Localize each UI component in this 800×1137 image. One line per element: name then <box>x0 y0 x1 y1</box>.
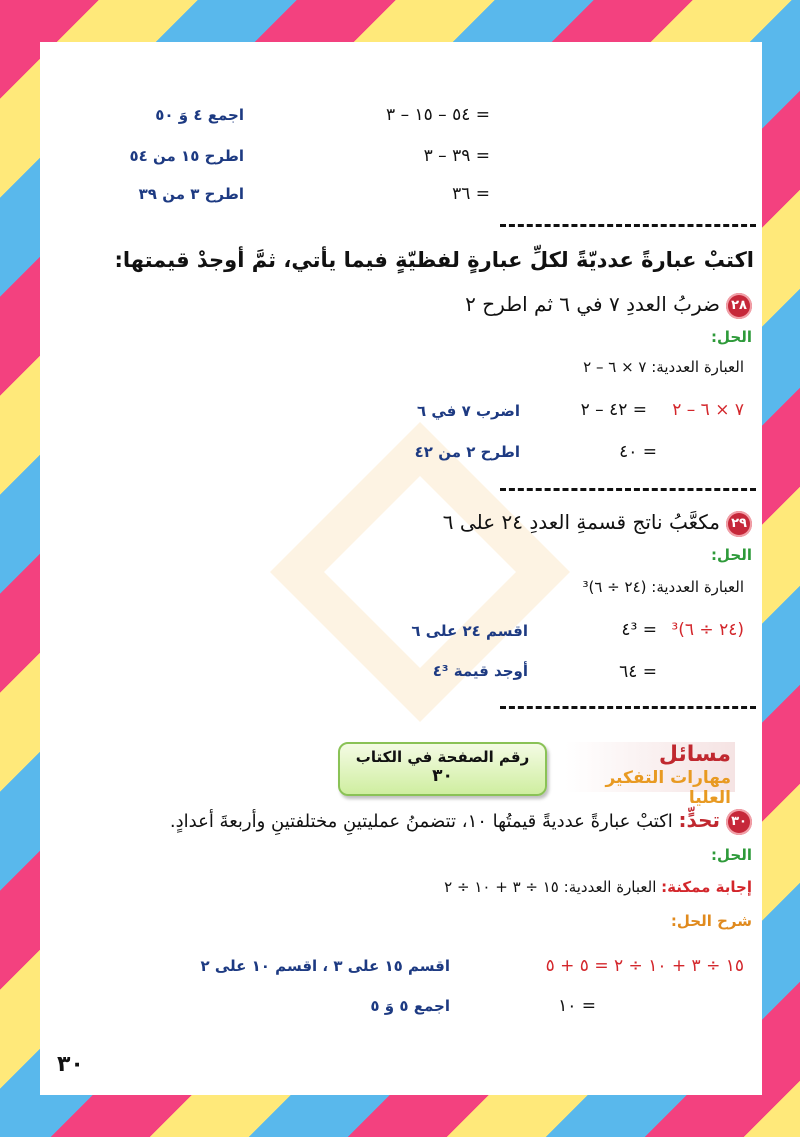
question-number-badge: ٢٩ <box>726 511 752 537</box>
top-expr-2: = ٣٩ – ٣ <box>423 146 490 166</box>
step2-note-29: أوجد قيمة ٤³ <box>432 662 528 680</box>
divider-2 <box>500 488 756 491</box>
top-expr-1: = ٥٤ – ١٥ – ٣ <box>386 105 490 125</box>
expr-line-28: العبارة العددية: ٧ × ٦ – ٢ <box>583 358 744 376</box>
step1-note-30: اقسم ١٥ على ٣ ، اقسم ١٠ على ٢ <box>200 957 450 975</box>
step1-note-28: اضرب ٧ في ٦ <box>416 402 520 420</box>
step1-note-29: اقسم ٢٤ على ٦ <box>411 622 528 640</box>
challenge-title: تحدٍّ: <box>678 808 720 832</box>
top-note-3: اطرح ٣ من ٣٩ <box>138 185 244 203</box>
divider-3 <box>500 706 756 709</box>
step2-29: = ٦٤ <box>619 662 657 682</box>
solution-label-30: الحل: <box>711 846 752 864</box>
page-number: ٣٠ <box>57 1052 84 1077</box>
question-29 <box>443 510 752 537</box>
solution-label-29: الحل: <box>711 546 752 564</box>
solution-label-28: الحل: <box>711 328 752 346</box>
step1-rhs-29: = ٤³ <box>621 620 657 640</box>
divider-1 <box>500 224 756 227</box>
possible-answer-label: إجابة ممكنة: <box>661 878 752 896</box>
expr-line-29: العبارة العددية: (٢٤ ÷ ٦)³ <box>582 578 744 596</box>
step2-note-30: اجمع ٥ وَ ٥ <box>370 997 450 1015</box>
question-text: مكعَّبُ ناتج قسمةِ العددِ ٢٤ على ٦ <box>442 510 720 534</box>
section-subtitle: مهارات التفكير العليا <box>605 768 731 808</box>
step2-28: = ٤٠ <box>619 442 657 462</box>
step1-rhs-28: = ٤٢ – ٢ <box>580 400 647 420</box>
possible-answer-text: العبارة العددية: ١٥ ÷ ٣ + ١٠ ÷ ٢ <box>444 878 657 896</box>
question-28 <box>465 292 752 319</box>
page-paper <box>40 42 762 1095</box>
question-text: ضربُ العددِ ٧ في ٦ ثم اطرح ٢ <box>465 292 720 316</box>
step1-lhs-28: ٧ × ٦ – ٢ <box>672 400 744 420</box>
step2-30: = ١٠ <box>558 996 596 1016</box>
top-note-2: اطرح ١٥ من ٥٤ <box>129 147 244 165</box>
step1-30: ١٥ ÷ ٣ + ١٠ ÷ ٢ = ٥ + ٥ <box>545 956 744 976</box>
top-note-1: اجمع ٤ وَ ٥٠ <box>155 106 244 124</box>
instruction: اكتبْ عبارةً عدديّةً لكلِّ عبارةٍ لفظيّةٍ فيما يأتي، ثمَّ أوجدْ قيمتها: <box>114 248 754 272</box>
book-page-reference <box>338 742 547 796</box>
question-30 <box>170 808 752 835</box>
page-ref-number: ٣٠ <box>432 766 453 786</box>
question-text: اكتبْ عبارةً عدديةً قيمتُها ١٠، تتضمنُ عمليتينِ مختلفتينِ وأربعةَ أعدادٍ. <box>169 811 673 832</box>
step2-note-28: اطرح ٢ من ٤٢ <box>414 443 520 461</box>
explain-label: شرح الحل: <box>670 912 752 930</box>
step1-lhs-29: (٢٤ ÷ ٦)³ <box>671 620 744 640</box>
section-header <box>565 742 735 808</box>
question-number-badge: ٢٨ <box>726 293 752 319</box>
page-ref-label: رقم الصفحة في الكتاب <box>355 748 530 766</box>
section-title: مسائل <box>658 742 731 767</box>
top-expr-3: = ٣٦ <box>452 184 490 204</box>
question-number-badge: ٣٠ <box>726 809 752 835</box>
possible-answer <box>444 878 752 896</box>
